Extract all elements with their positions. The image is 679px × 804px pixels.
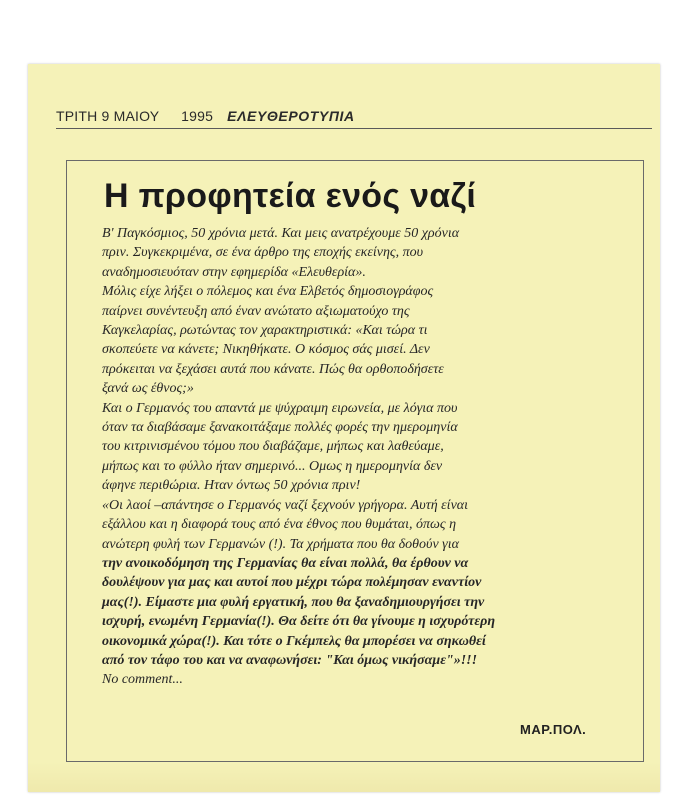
author-signature: ΜΑΡ.ΠΟΛ. [520, 722, 587, 737]
body-line: του κιτρινισμένου τόμου που διαβάζαμε, μήπως και λαθεύαμε, [102, 439, 444, 455]
body-line: εξάλλου και η διαφορά τους από ένα έθνος που θυμάται, όπως η [102, 517, 457, 533]
body-line: σκοπεύετε να κάνετε; Νικηθήκατε. Ο κόσμος σάς μισεί. Δεν [102, 342, 430, 358]
body-line: ανώτερη φυλή των Γερμανών (!). Τα χρήματα που θα δοθούν για [102, 536, 459, 552]
issue-date: ΤΡΙΤΗ 9 ΜΑΙΟΥ [56, 108, 160, 124]
body-line: όταν τα διαβάσαμε ξανακοιτάξαμε πολλές φορές την ημερομηνία [102, 420, 458, 436]
dateline [56, 108, 656, 124]
body-line: ξανά ως έθνος;» [102, 381, 194, 397]
newspaper-name: ΕΛΕΥΘΕΡΟΤΥΠΙΑ [227, 108, 355, 124]
body-line: παίρνει συνέντευξη από έναν ανώτατο αξιωματούχο της [102, 303, 410, 319]
body-line: μας(!). Είμαστε μια φυλή εργατική, που θα ξαναδημιουργήσει την [102, 594, 485, 610]
body-line: ισχυρή, ενωμένη Γερμανία(!). Θα δείτε ότι θα γίνουμε η ισχυρότερη [102, 614, 496, 630]
body-line: πριν. Συγκεκριμένα, σε ένα άρθρο της εποχής εκείνης, που [102, 245, 424, 261]
body-line: «Οι λαοί –απάντησε ο Γερμανός ναζί ξεχνούν γρήγορα. Αυτή είναι [102, 497, 469, 513]
article-body [102, 224, 622, 690]
body-line: Καγκελαρίας, ρωτώντας τον χαρακτηριστικά: «Και τώρα τι [102, 323, 428, 339]
body-line: μήπως και το φύλλο ήταν σημερινό... Ομως η ημερομηνία δεν [102, 458, 443, 474]
body-line: πρόκειται να ξεχάσει αυτά που κάνατε. Πώς θα ορθοποδήσετε [102, 361, 444, 377]
body-line: την ανοικοδόμηση της Γερμανίας θα είναι πολλά, θα έρθουν να [102, 555, 469, 571]
body-line: αναδημοσιευόταν στην εφημερίδα «Ελευθερία». [102, 264, 366, 280]
header-rule [56, 128, 652, 129]
body-line: Β' Παγκόσμιος, 50 χρόνια μετά. Και μεις ανατρέχουμε 50 χρόνια [102, 226, 460, 241]
body-line: από τον τάφο του και να αναφωνήσει: "Και όμως νικήσαμε"»!!! [102, 652, 478, 668]
body-line: Μόλις είχε λήξει ο πόλεμος και ένα Ελβετός δημοσιογράφος [102, 284, 434, 300]
article-headline: Η προφητεία ενός ναζί [104, 177, 477, 215]
issue-year: 1995 [181, 108, 214, 124]
body-line: No comment... [102, 672, 183, 688]
body-line: δουλέψουν για μας και αυτοί που μέχρι τώρα πολέμησαν εναντίον [102, 575, 482, 591]
body-line: άφηνε περιθώρια. Ηταν όντως 50 χρόνια πριν! [102, 478, 361, 494]
body-line: οικονομικά χώρα(!). Και τότε ο Γκέμπελς θα μπορέσει να σηκωθεί [102, 633, 486, 649]
body-line: Και ο Γερμανός του απαντά με ψύχραιμη ειρωνεία, με λόγια που [102, 400, 458, 416]
torn-edge [28, 762, 660, 792]
